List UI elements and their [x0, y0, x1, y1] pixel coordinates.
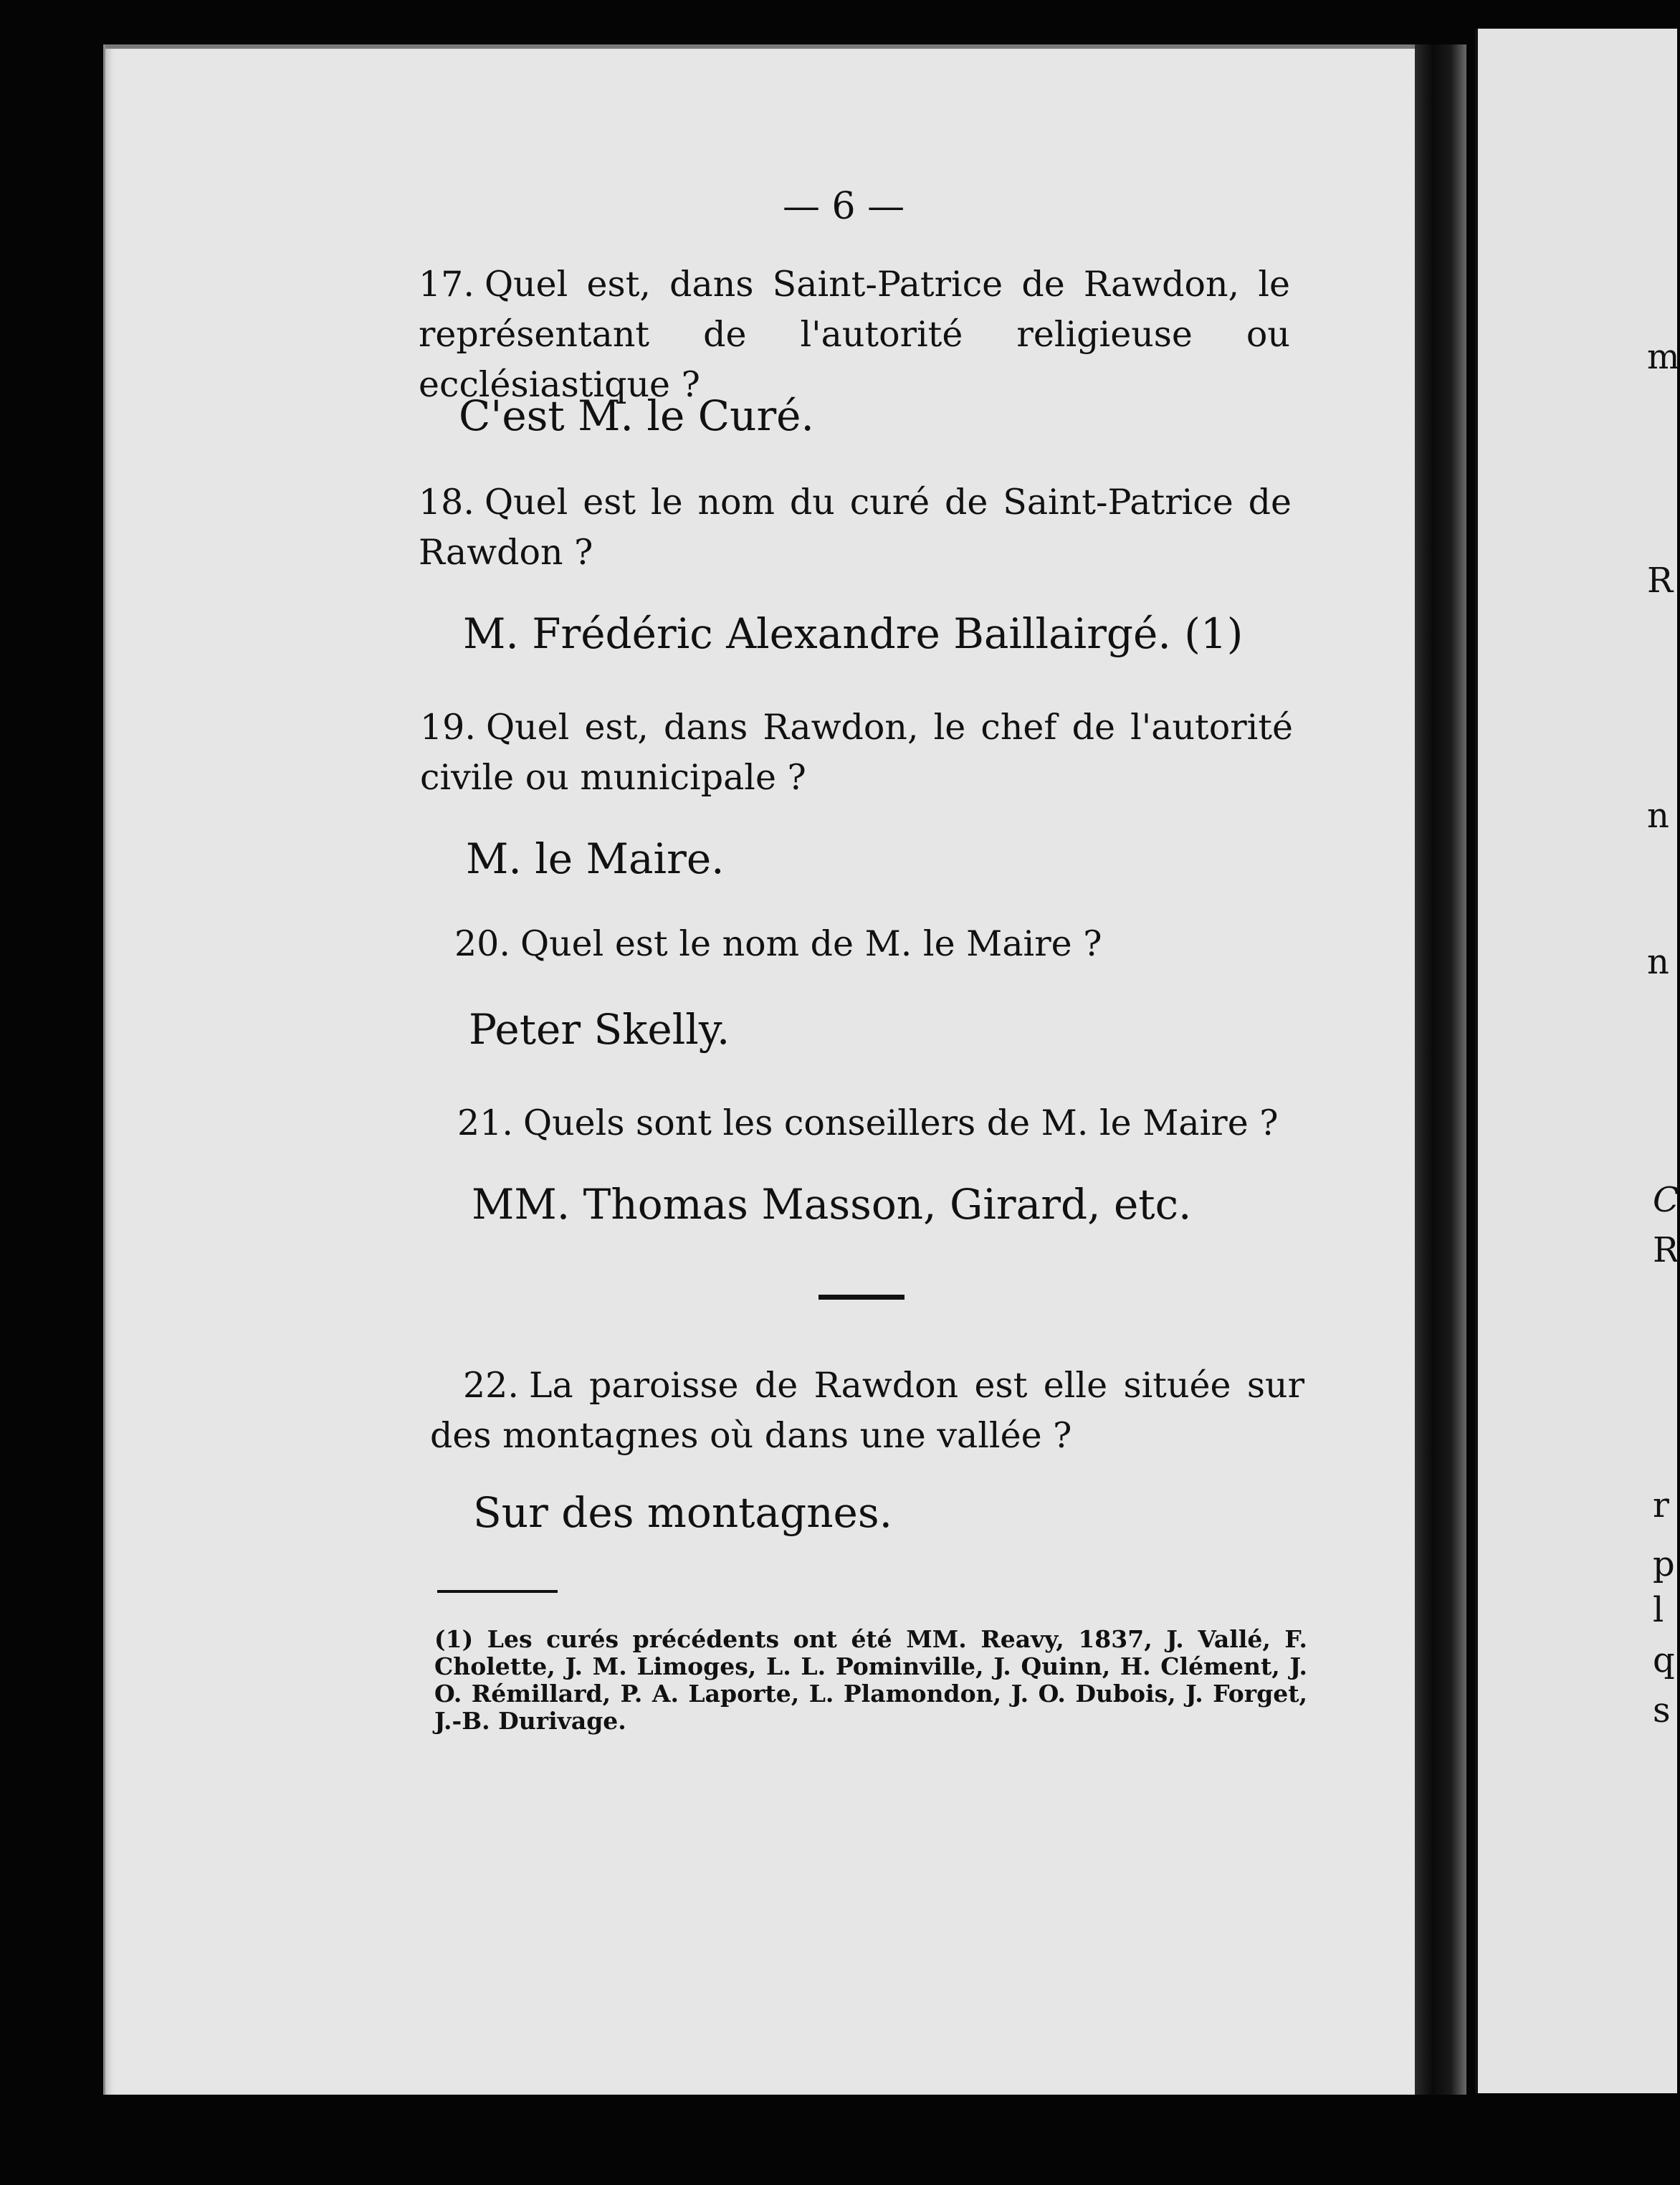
question-text: 22. La paroisse de Rawdon est elle située sur des montagnes où dans une vallée ? [430, 1365, 1304, 1456]
facing-fragment: l [1653, 1590, 1664, 1630]
footnote-rule [437, 1590, 558, 1593]
qa-item [454, 919, 1314, 969]
facing-fragment: p [1653, 1544, 1675, 1584]
answer-text: C'est M. le Curé. [459, 391, 814, 440]
answer-text: M. Frédéric Alexandre Baillairgé. (1) [463, 609, 1244, 658]
book-gutter [1415, 44, 1466, 2095]
facing-fragment: C [1653, 1180, 1679, 1220]
question-number: 21. [457, 1103, 513, 1143]
facing-fragment: R [1647, 561, 1674, 601]
question-text: 19. Quel est, dans Rawdon, le chef de l'autorité civile ou municipale ? [420, 707, 1293, 798]
facing-fragment: R [1653, 1230, 1679, 1270]
facing-fragment: q [1653, 1640, 1675, 1680]
question-text: 21. Quels sont les conseillers de M. le Maire ? [457, 1103, 1279, 1143]
qa-item [430, 1361, 1304, 1461]
page-number: — 6 — [783, 185, 905, 228]
answer-text: M. le Maire. [466, 834, 725, 883]
facing-fragment: n [1647, 796, 1669, 836]
book-page-right [1475, 29, 1680, 2093]
facing-fragment: s [1653, 1690, 1671, 1731]
facing-fragment: r [1653, 1485, 1669, 1525]
facing-fragment: m [1647, 337, 1680, 377]
question-text: 18. Quel est le nom du curé de Saint-Patrice de Rawdon ? [419, 482, 1292, 573]
answer-text: MM. Thomas Masson, Girard, etc. [472, 1180, 1192, 1229]
qa-item [419, 477, 1292, 578]
question-text: 17. Quel est, dans Saint-Patrice de Rawdon, le représentant de l'autorité religieuse ou ecclésiastique ? [419, 264, 1290, 405]
section-divider [818, 1295, 905, 1300]
question-number: 18. [419, 482, 474, 523]
qa-item [420, 703, 1293, 803]
facing-fragment: n [1647, 942, 1669, 982]
page-edge [105, 44, 1417, 49]
footnote: (1) Les curés précédents ont été MM. Reavy, 1837, J. Vallé, F. Cholette, J. M. Limoges, L. L. Pominville, J. Quinn, H. Clément, J. O. Rémillard, P. A. Laporte, L. Plamondon, J. O. Dubois, J. Forget, J.-B. Durivage. [434, 1625, 1307, 1735]
answer-text: Peter Skelly. [469, 1005, 730, 1054]
question-number: 20. [454, 923, 510, 964]
question-number: 22. [463, 1365, 519, 1406]
question-number: 17. [419, 264, 474, 305]
qa-item [457, 1098, 1317, 1148]
question-text: 20. Quel est le nom de M. le Maire ? [454, 923, 1102, 964]
question-number: 19. [420, 707, 476, 748]
answer-text: Sur des montagnes. [473, 1488, 893, 1537]
